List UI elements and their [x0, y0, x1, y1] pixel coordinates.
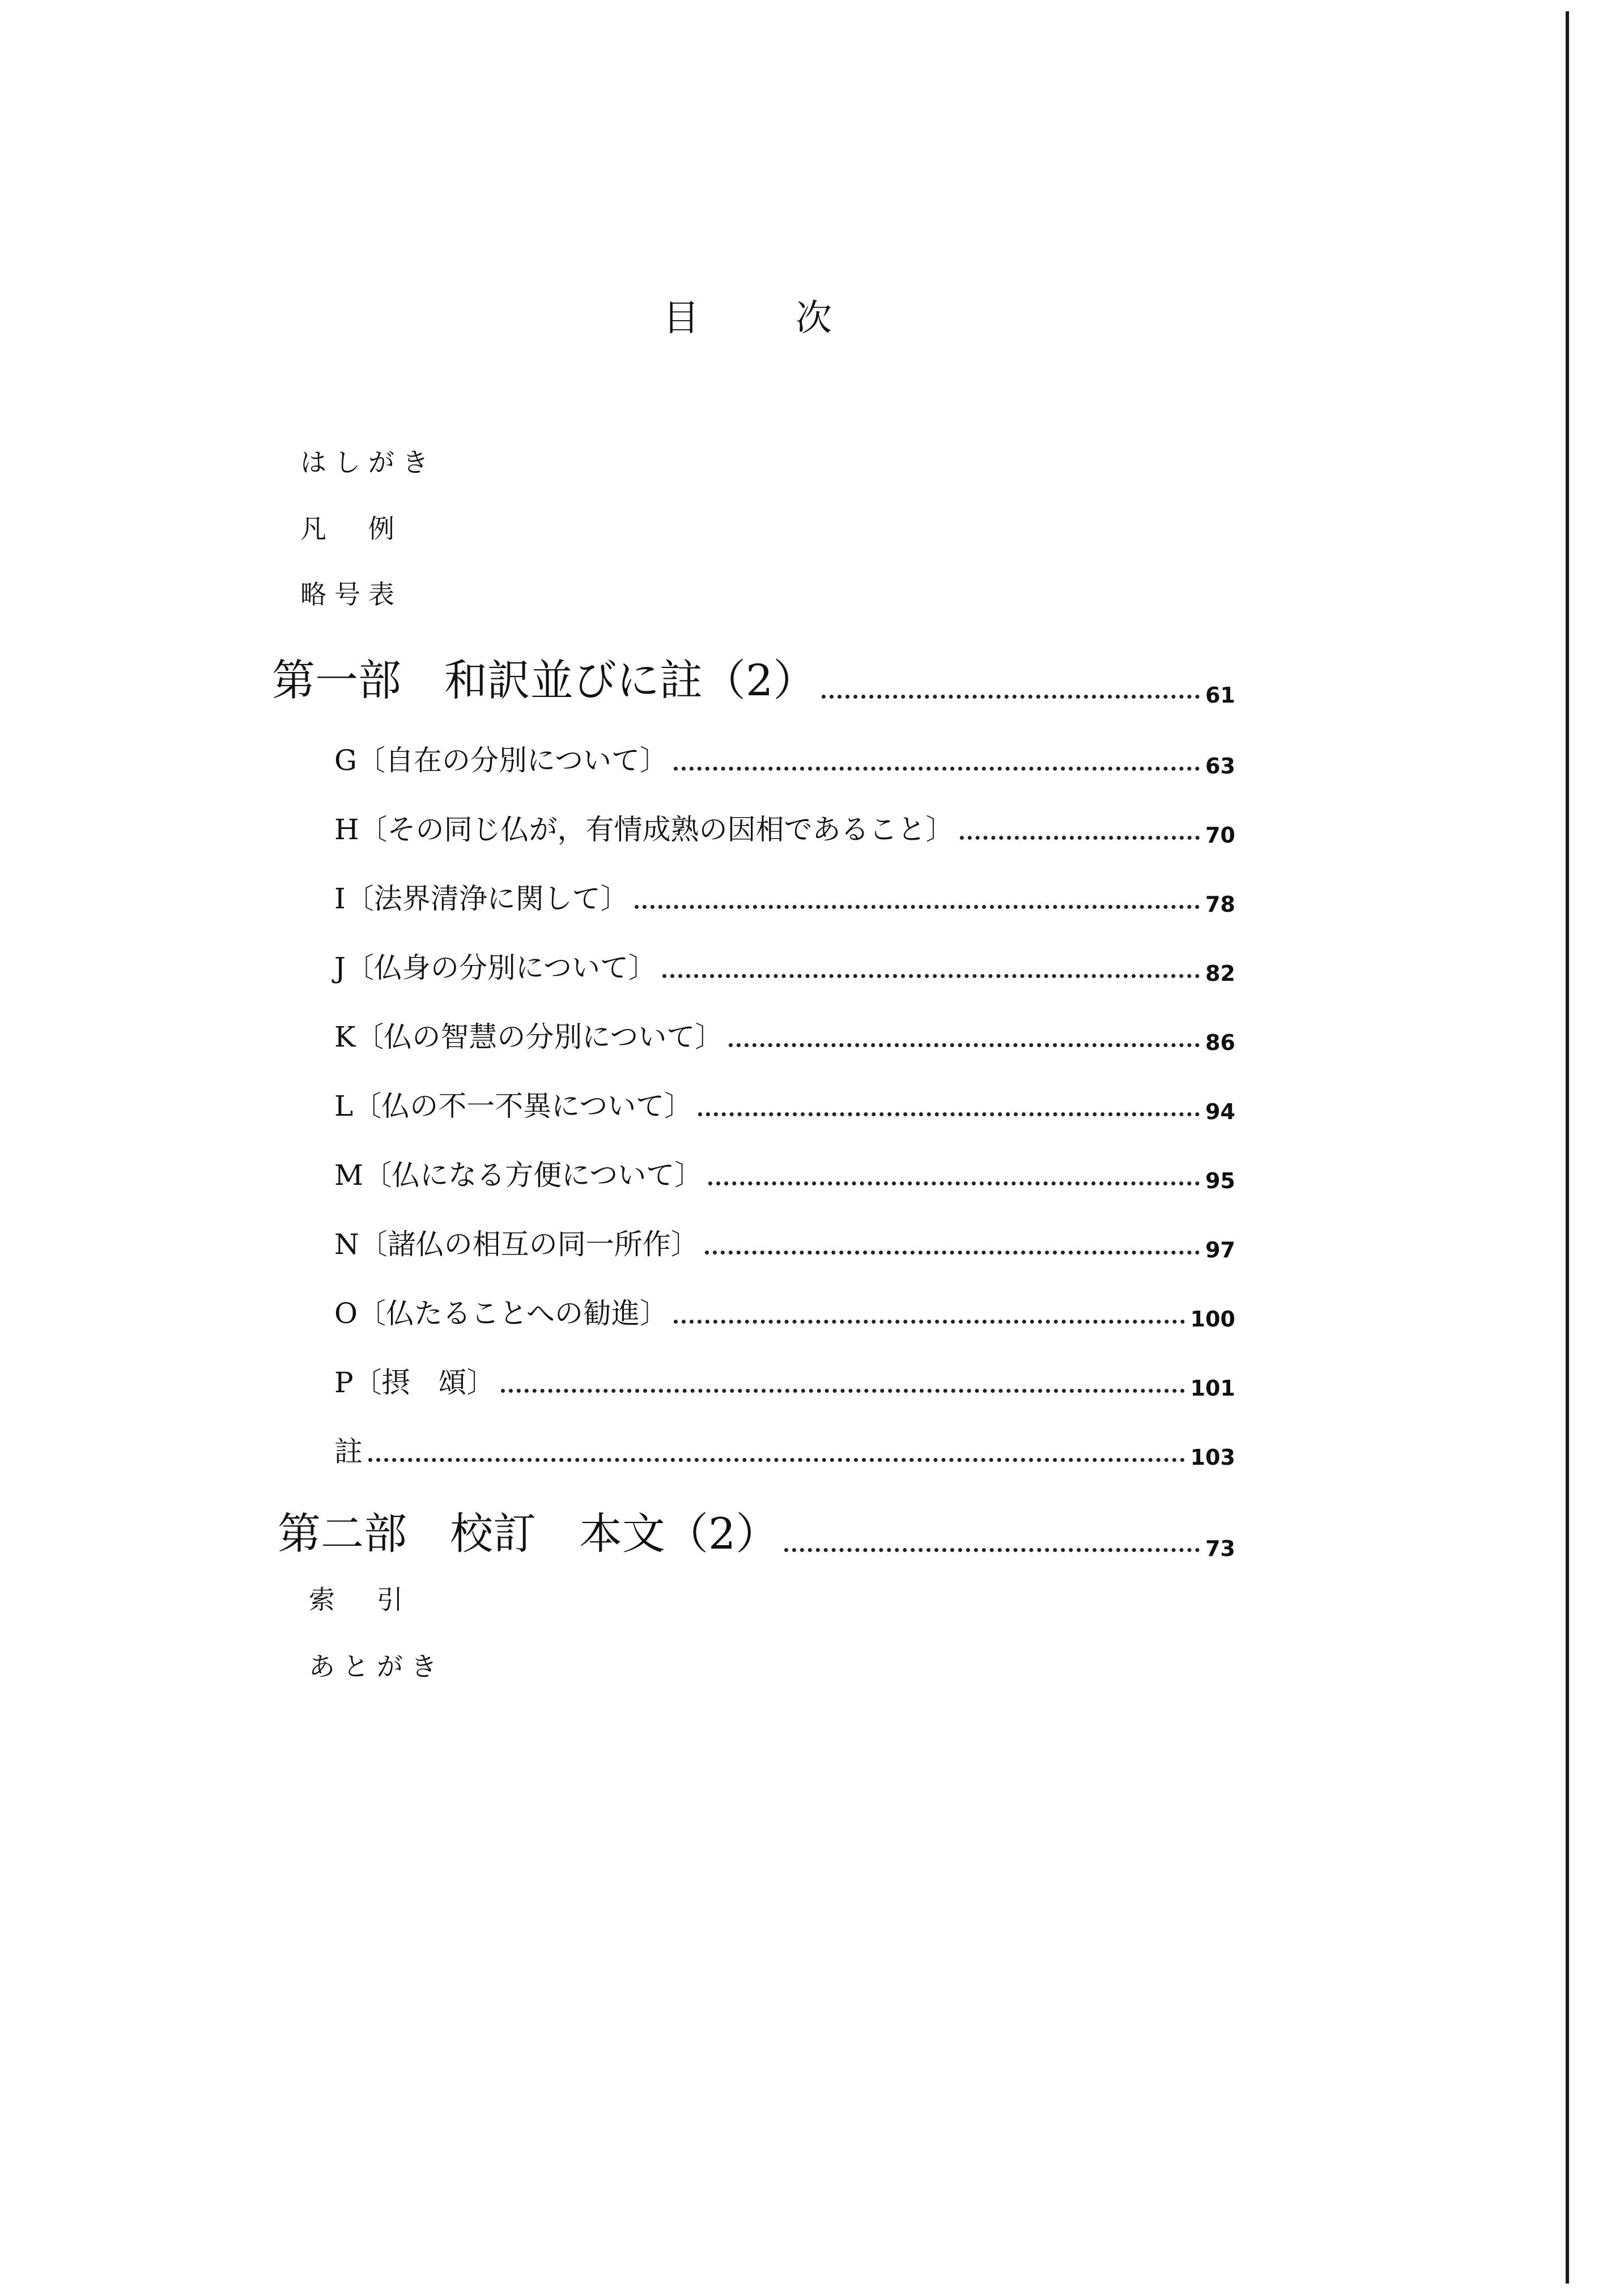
toc-part-1-page: 61 — [1205, 683, 1235, 708]
toc-section-label: K〔仏の智慧の分別について〕 — [334, 1021, 724, 1053]
toc-section-l — [334, 1083, 1235, 1124]
toc-section-notes — [334, 1429, 1235, 1470]
toc-section-k — [334, 1014, 1235, 1055]
toc-section-m — [334, 1153, 1235, 1193]
toc-part-1 — [272, 646, 1235, 708]
toc-part-1-label: 第一部 和訳並びに註（2） — [272, 655, 817, 705]
toc-section-page: 94 — [1205, 1099, 1235, 1124]
toc-leader — [674, 1320, 1185, 1324]
toc-section-page: 101 — [1190, 1376, 1235, 1401]
toc-section-label: M〔仏になる方便について〕 — [334, 1159, 703, 1192]
toc-section-page: 100 — [1190, 1307, 1235, 1332]
toc-section-label: H〔その同じ仏が，有情成熟の因相であること〕 — [334, 813, 954, 846]
toc-item-hashigaki: はしがき — [300, 447, 436, 478]
toc-item-atogaki: あとがき — [309, 1651, 445, 1682]
toc-section-page: 97 — [1205, 1238, 1235, 1262]
toc-leader — [822, 695, 1200, 699]
toc-item-ryakugohyo: 略号表 — [300, 579, 402, 610]
page-edge-rule — [1566, 11, 1569, 2284]
toc-section-label: 註 — [334, 1435, 363, 1468]
toc-leader — [729, 1043, 1200, 1047]
toc-section-label: N〔諸仏の相互の同一所作〕 — [334, 1228, 699, 1261]
title-char-2: 次 — [796, 297, 832, 339]
toc-leader — [501, 1389, 1185, 1393]
toc-section-i — [334, 876, 1235, 917]
toc-section-n — [334, 1222, 1235, 1262]
toc-section-o — [334, 1291, 1235, 1332]
toc-section-h — [334, 807, 1235, 848]
page-title — [663, 297, 832, 339]
toc-section-j — [334, 945, 1235, 986]
title-char-1: 目 — [663, 297, 699, 339]
toc-section-g — [334, 738, 1235, 779]
toc-section-page: 95 — [1205, 1168, 1235, 1193]
toc-section-label: O〔仏たることへの勧進〕 — [334, 1297, 668, 1330]
toc-leader — [708, 1181, 1200, 1185]
toc-part-2 — [278, 1499, 1235, 1561]
toc-section-page: 70 — [1205, 823, 1235, 848]
toc-section-page: 78 — [1205, 892, 1235, 917]
toc-section-page: 103 — [1190, 1445, 1235, 1470]
toc-section-label: G〔自在の分別について〕 — [334, 744, 668, 777]
toc-item-hanrei: 凡 例 — [300, 513, 402, 544]
toc-section-label: J〔仏身の分別について〕 — [334, 951, 657, 984]
toc-leader — [368, 1458, 1185, 1462]
toc-leader — [662, 974, 1200, 978]
toc-section-p — [334, 1360, 1235, 1401]
toc-leader — [698, 1112, 1200, 1116]
toc-section-page: 82 — [1205, 961, 1235, 986]
toc-section-label: I〔法界清浄に関して〕 — [334, 882, 629, 915]
toc-section-page: 86 — [1205, 1030, 1235, 1055]
toc-part-2-label: 第二部 校訂 本文（2） — [278, 1508, 779, 1559]
toc-leader — [635, 905, 1200, 909]
toc-section-label: L〔仏の不一不異について〕 — [334, 1090, 693, 1123]
toc-section-label: P〔摂 頌〕 — [334, 1366, 495, 1399]
toc-leader — [784, 1548, 1200, 1552]
toc-leader — [705, 1251, 1200, 1255]
toc-part-2-page: 73 — [1205, 1536, 1235, 1561]
toc-section-page: 63 — [1205, 754, 1235, 779]
toc-leader — [674, 767, 1200, 771]
toc-leader — [960, 836, 1200, 840]
toc-item-sakuin: 索 引 — [309, 1584, 411, 1615]
